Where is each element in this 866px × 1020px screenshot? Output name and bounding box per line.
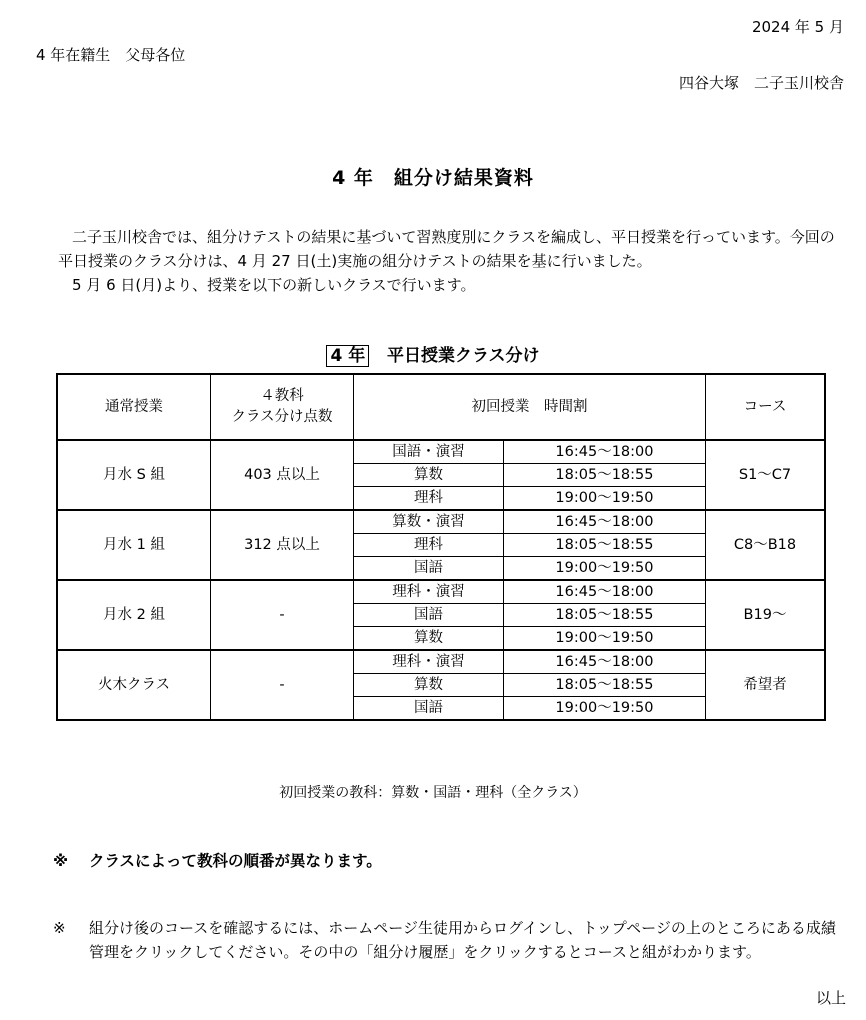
subject-cell: 算数・演習 bbox=[354, 510, 504, 534]
note-1 bbox=[53, 849, 382, 871]
subject-cell: 算数 bbox=[354, 627, 504, 651]
school-name: 四谷大塚 二子玉川校舎 bbox=[678, 74, 844, 92]
time-cell: 16:45～18:00 bbox=[503, 510, 705, 534]
time-cell: 18:05～18:55 bbox=[503, 674, 705, 697]
document-date: 2024 年 5 月 bbox=[751, 18, 844, 36]
time-cell: 19:00～19:50 bbox=[503, 487, 705, 511]
course-cell: S1～C7 bbox=[706, 440, 826, 510]
subject-cell: 国語 bbox=[354, 697, 504, 721]
header-score-line1: ４教科 bbox=[260, 388, 304, 404]
note-1-text: クラスによって教科の順番が異なります。 bbox=[89, 852, 382, 870]
intro-text bbox=[58, 225, 840, 297]
table-body bbox=[57, 440, 825, 720]
score-cell: - bbox=[211, 580, 354, 650]
score-cell: 403 点以上 bbox=[211, 440, 354, 510]
subject-cell: 国語 bbox=[354, 557, 504, 581]
subject-cell: 理科 bbox=[354, 534, 504, 557]
table-row bbox=[57, 510, 825, 534]
class-name-cell: 月水 2 組 bbox=[57, 580, 211, 650]
header-score-line2: クラス分け点数 bbox=[231, 409, 333, 425]
time-cell: 19:00～19:50 bbox=[503, 697, 705, 721]
intro-paragraph-2: 5 月 6 日(月)より、授業を以下の新しいクラスで行います。 bbox=[72, 276, 476, 294]
class-name-cell: 月水 1 組 bbox=[57, 510, 211, 580]
header-score bbox=[211, 374, 354, 440]
time-cell: 16:45～18:00 bbox=[503, 580, 705, 604]
table-title-grade: 4 年 bbox=[326, 345, 369, 367]
note-mark: ※ bbox=[53, 919, 66, 937]
score-cell: 312 点以上 bbox=[211, 510, 354, 580]
header-first-class: 初回授業 時間割 bbox=[354, 374, 706, 440]
document-title: 4 年 組分け結果資料 bbox=[332, 167, 534, 189]
table-row bbox=[57, 650, 825, 674]
class-name-cell: 火木クラス bbox=[57, 650, 211, 720]
note-mark: ※ bbox=[53, 852, 69, 870]
course-cell: 希望者 bbox=[706, 650, 826, 720]
header-regular: 通常授業 bbox=[57, 374, 211, 440]
subject-cell: 理科・演習 bbox=[354, 580, 504, 604]
time-cell: 18:05～18:55 bbox=[503, 604, 705, 627]
course-cell: B19～ bbox=[706, 580, 826, 650]
subject-cell: 国語 bbox=[354, 604, 504, 627]
table-header-row bbox=[57, 374, 825, 440]
table-row bbox=[57, 440, 825, 464]
score-cell: - bbox=[211, 650, 354, 720]
note-2 bbox=[53, 916, 843, 964]
time-cell: 16:45～18:00 bbox=[503, 440, 705, 464]
time-cell: 16:45～18:00 bbox=[503, 650, 705, 674]
time-cell: 18:05～18:55 bbox=[503, 534, 705, 557]
first-class-subjects: 初回授業の教科：算数・国語・理科（全クラス） bbox=[279, 785, 587, 801]
intro-paragraph-1: 二子玉川校舎では、組分けテストの結果に基づいて習熟度別にクラスを編成し、平日授業を行っています。今回の平日授業のクラス分けは、4 月 27 日(土)実施の組分けテストの結果を基に行いました。 bbox=[58, 228, 835, 270]
addressee: 4 年在籍生 父母各位 bbox=[36, 46, 186, 64]
time-cell: 19:00～19:50 bbox=[503, 557, 705, 581]
subject-cell: 算数 bbox=[354, 464, 504, 487]
subject-cell: 算数 bbox=[354, 674, 504, 697]
closing-text: 以上 bbox=[815, 989, 846, 1007]
class-name-cell: 月水 S 組 bbox=[57, 440, 211, 510]
header-course: コース bbox=[706, 374, 826, 440]
subject-cell: 理科・演習 bbox=[354, 650, 504, 674]
course-cell: C8～B18 bbox=[706, 510, 826, 580]
time-cell: 19:00～19:50 bbox=[503, 627, 705, 651]
class-schedule-table bbox=[56, 373, 826, 721]
subject-cell: 理科 bbox=[354, 487, 504, 511]
note-2-text: 組分け後のコースを確認するには、ホームページ生徒用からログインし、トップページの上のところにある成績管理をクリックしてください。その中の「組分け履歴」をクリックするとコースと組がわかります。 bbox=[89, 919, 836, 961]
table-title-label: 平日授業クラス分け bbox=[387, 346, 540, 366]
time-cell: 18:05～18:55 bbox=[503, 464, 705, 487]
table-title bbox=[0, 341, 866, 366]
table-row bbox=[57, 580, 825, 604]
subject-cell: 国語・演習 bbox=[354, 440, 504, 464]
